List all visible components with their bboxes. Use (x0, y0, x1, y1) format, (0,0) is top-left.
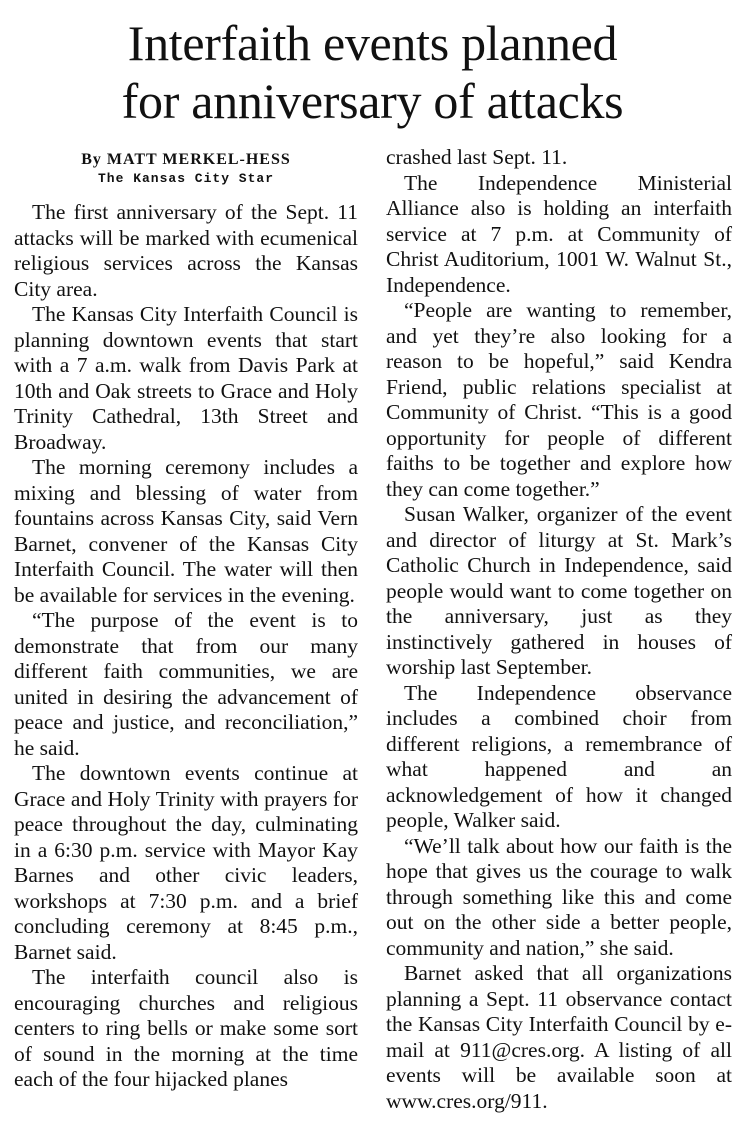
headline-line-1: Interfaith events planned (127, 15, 618, 71)
headline (0, 14, 745, 130)
byline (14, 150, 358, 188)
paragraph: The first anniversary of the Sept. 11 attacks will be marked with ecumenical religious services across the Kansas City area. (14, 200, 358, 301)
paragraph: “We’ll talk about how our faith is the hope that gives us the courage to walk through something like this and come out on the other side a better people, community and nation,” she said. (386, 833, 732, 960)
byline-author: By MATT MERKEL-HESS (81, 151, 291, 168)
headline-line-2: for anniversary of attacks (121, 73, 624, 129)
paragraph: The Independence Ministerial Alliance also is holding an interfaith service at 7 p.m. at Community of Christ Auditorium, 1001 W. Walnut St., Independence. (386, 170, 732, 297)
paragraph-continuation: crashed last Sept. 11. (386, 145, 568, 169)
article-column-left (14, 150, 358, 1093)
paragraph: Susan Walker, organizer of the event and director of liturgy at St. Mark’s Catholic Church in Independence, said people would want to come together on the anniversary, just as they instinctively gathered in houses of worship last September. (386, 502, 732, 679)
byline-publication: The Kansas City Star (97, 171, 275, 186)
paragraph: Barnet asked that all organizations planning a Sept. 11 observance contact the Kansas City Interfaith Council by e-mail at 911@cres.org. A listing of all events will be available soon at www.cres.org/911. (386, 961, 732, 1113)
paragraph: The Independence observance includes a combined choir from different religions, a remembrance of what happened and an acknowledgement of how it changed people, Walker said. (386, 680, 732, 832)
paragraph: “People are wanting to remember, and yet they’re also looking for a reason to be hopeful,” said Kendra Friend, public relations specialist at Community of Christ. “This is a good opportunity for people of different faiths to be together and explore how they can come together.” (386, 298, 732, 501)
paragraph: “The purpose of the event is to demonstrate that from our many different faith communities, we are united in desiring the advancement of peace and justice, and reconciliation,” he said. (14, 608, 358, 760)
article-column-right (386, 145, 732, 1114)
paragraph: The downtown events continue at Grace and Holy Trinity with prayers for peace throughout the day, culminating in a 6:30 p.m. service with Mayor Kay Barnes and other civic leaders, workshops at 7:30 p.m. and a brief concluding ceremony at 8:45 p.m., Barnet said. (14, 761, 358, 964)
paragraph: The Kansas City Interfaith Council is planning downtown events that start with a 7 a.m. walk from Davis Park at 10th and Oak streets to Grace and Holy Trinity Cathedral, 13th Street and Broadway. (14, 302, 358, 454)
paragraph: The interfaith council also is encouraging churches and religious centers to ring bells or make some sort of sound in the morning at the time each of the four hijacked planes (14, 965, 358, 1091)
paragraph: The morning ceremony includes a mixing and blessing of water from fountains across Kansas City, said Vern Barnet, convener of the Kansas City Interfaith Council. The water will then be available for services in the evening. (14, 455, 358, 607)
